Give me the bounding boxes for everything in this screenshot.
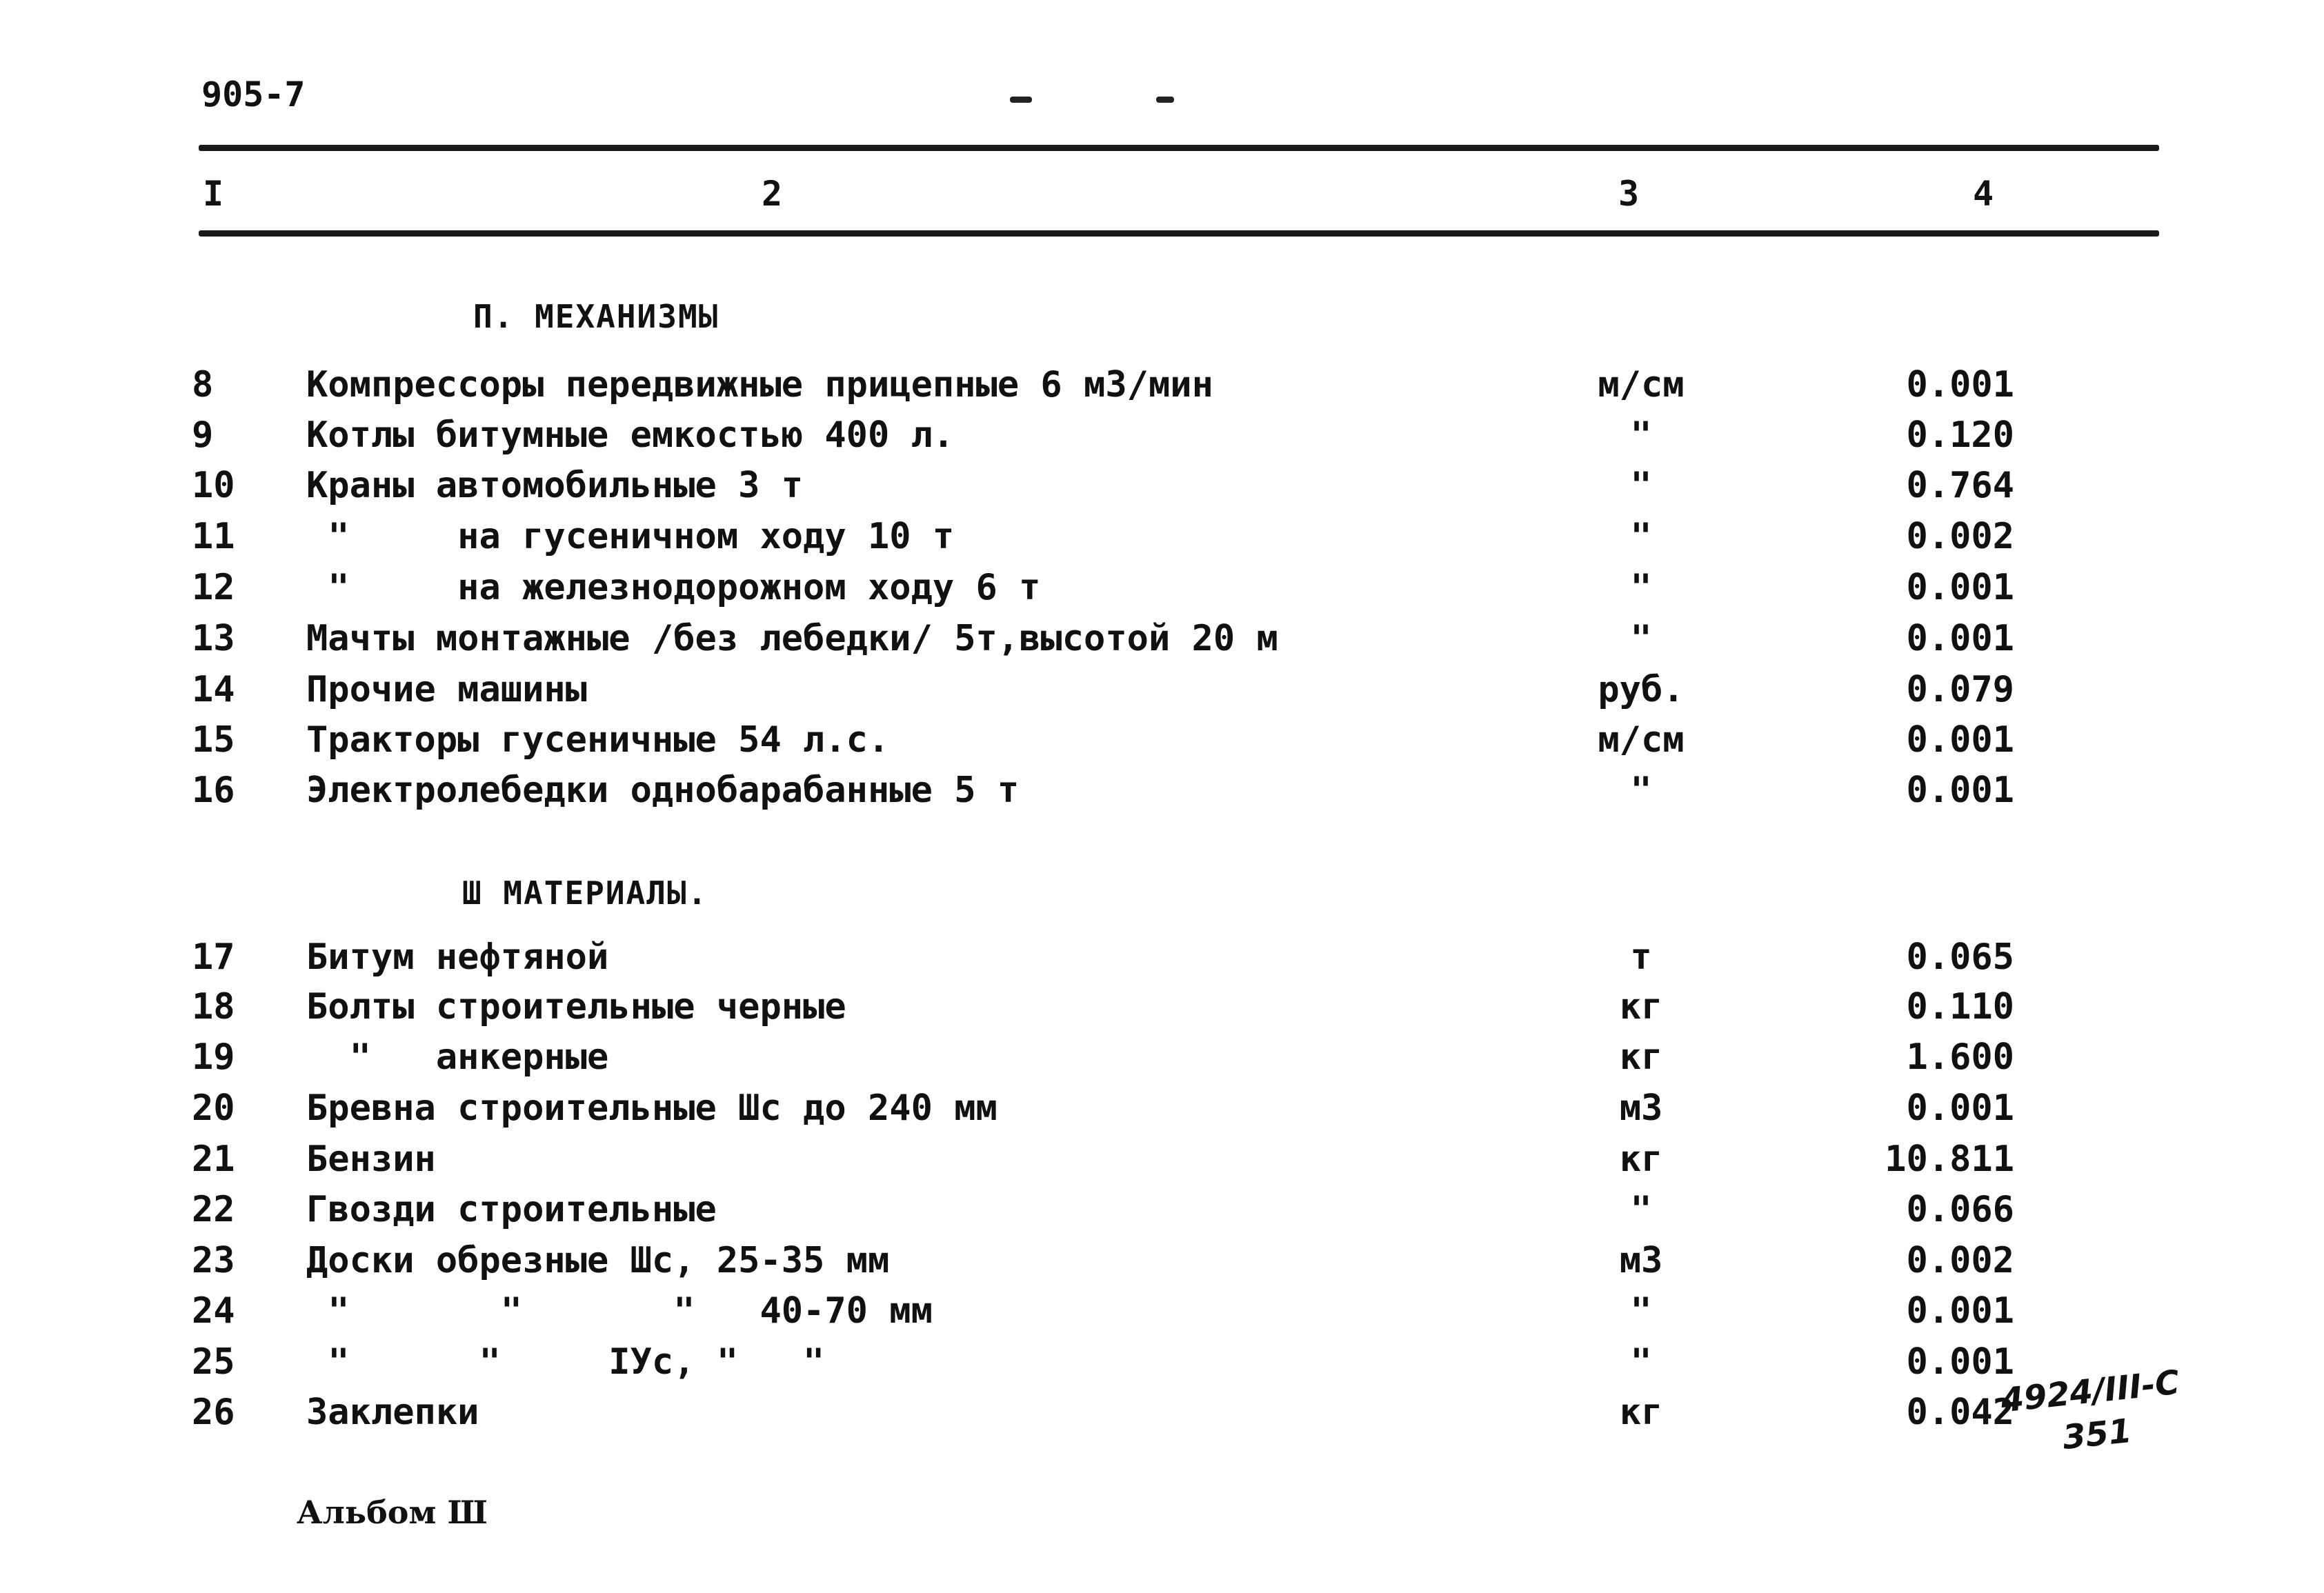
row-unit: " [1630, 414, 1652, 456]
row-unit: " [1630, 618, 1652, 659]
row-value: 0.001 [1906, 770, 2014, 811]
table-row [0, 986, 2324, 1036]
row-value: 0.065 [1906, 936, 2014, 978]
row-number: 17 [192, 936, 235, 978]
row-number: 21 [192, 1139, 235, 1180]
document-code: 905-7 [201, 74, 306, 114]
album-footer: Альбом Ш [297, 1494, 488, 1531]
row-name: Заклепки [306, 1392, 479, 1433]
table-row [0, 770, 2324, 819]
table-row [0, 567, 2324, 617]
row-number: 22 [192, 1189, 235, 1230]
row-value: 0.066 [1906, 1189, 2014, 1230]
row-number: 16 [192, 770, 235, 811]
table-row [0, 1036, 2324, 1086]
row-unit: " [1630, 465, 1652, 506]
row-number: 15 [192, 719, 235, 761]
row-name: " " " 40-70 мм [306, 1290, 933, 1332]
row-name: Тракторы гусеничные 54 л.с. [306, 719, 890, 761]
page-dash-right [1156, 97, 1174, 103]
table-row [0, 1290, 2324, 1340]
row-name: Доски обрезные Шс, 25-35 мм [306, 1240, 890, 1281]
row-unit: " [1630, 567, 1652, 608]
page-dash-left [1010, 97, 1032, 103]
row-name: " анкерные [306, 1036, 609, 1078]
table-row [0, 1139, 2324, 1188]
row-number: 19 [192, 1036, 235, 1078]
row-number: 20 [192, 1088, 235, 1129]
row-unit: " [1630, 770, 1652, 811]
row-unit: " [1630, 1189, 1652, 1230]
handwritten-note-line1: 4924/III-C [1998, 1363, 2182, 1421]
row-name: Битум нефтяной [306, 936, 609, 978]
row-number: 26 [192, 1392, 235, 1433]
column-header-4: 4 [1973, 174, 1994, 214]
row-number: 12 [192, 567, 235, 608]
table-row [0, 364, 2324, 414]
table-row [0, 1088, 2324, 1137]
row-value: 0.110 [1906, 986, 2014, 1028]
table-row [0, 1240, 2324, 1290]
row-name: Болты строительные черные [306, 986, 846, 1028]
row-number: 9 [192, 414, 214, 456]
table-row [0, 618, 2324, 668]
row-unit: " [1630, 1341, 1652, 1383]
section-title-mechanisms: П. МЕХАНИЗМЫ [473, 298, 719, 335]
row-unit: м3 [1619, 1240, 1663, 1281]
table-top-rule [199, 145, 2159, 151]
row-name: Бревна строительные Шс до 240 мм [306, 1088, 997, 1129]
row-number: 14 [192, 669, 235, 710]
row-value: 0.001 [1906, 719, 2014, 761]
row-name: Прочие машины [306, 669, 587, 710]
row-value: 0.764 [1906, 465, 2014, 506]
row-number: 8 [192, 364, 214, 405]
row-number: 18 [192, 986, 235, 1028]
row-unit: м/см [1598, 364, 1685, 405]
row-unit: м/см [1598, 719, 1685, 761]
row-value: 0.001 [1906, 1290, 2014, 1332]
row-name: " на железнодорожном ходу 6 т [306, 567, 1041, 608]
column-header-2: 2 [762, 174, 783, 214]
section-title-materials: Ш МАТЕРИАЛЫ. [462, 874, 708, 912]
row-value: 0.002 [1906, 516, 2014, 557]
row-value: 0.001 [1906, 618, 2014, 659]
row-name: Бензин [306, 1139, 436, 1180]
table-row [0, 936, 2324, 986]
row-value: 1.600 [1906, 1036, 2014, 1078]
row-number: 23 [192, 1240, 235, 1281]
row-value: 10.811 [1885, 1139, 2014, 1180]
row-name: Краны автомобильные 3 т [306, 465, 804, 506]
row-name: Мачты монтажные /без лебедки/ 5т,высотой 20 м [306, 618, 1278, 659]
handwritten-note-line2: 351 [2060, 1411, 2134, 1458]
table-row [0, 1392, 2324, 1441]
table-header-rule [199, 230, 2159, 237]
row-number: 13 [192, 618, 235, 659]
row-value: 0.001 [1906, 567, 2014, 608]
row-unit: м3 [1619, 1088, 1663, 1129]
row-name: Котлы битумные емкостью 400 л. [306, 414, 955, 456]
row-number: 10 [192, 465, 235, 506]
row-name: " на гусеничном ходу 10 т [306, 516, 955, 557]
table-row [0, 516, 2324, 565]
row-value: 0.079 [1906, 669, 2014, 710]
row-name: Гвозди строительные [306, 1189, 717, 1230]
row-unit: " [1630, 1290, 1652, 1332]
row-unit: " [1630, 516, 1652, 557]
table-row [0, 1189, 2324, 1239]
column-header-3: 3 [1618, 174, 1640, 214]
row-unit: кг [1619, 1036, 1663, 1078]
row-value: 0.001 [1906, 364, 2014, 405]
row-unit: кг [1619, 1392, 1663, 1433]
row-name: Электролебедки однобарабанные 5 т [306, 770, 1020, 811]
row-number: 25 [192, 1341, 235, 1383]
column-header-1: I [203, 174, 224, 214]
table-row [0, 1341, 2324, 1391]
row-unit: т [1630, 936, 1652, 978]
row-unit: кг [1619, 986, 1663, 1028]
table-row [0, 414, 2324, 464]
row-unit: кг [1619, 1139, 1663, 1180]
row-unit: руб. [1598, 669, 1685, 710]
table-row [0, 669, 2324, 719]
row-number: 11 [192, 516, 235, 557]
row-name: " " IУс, " " [306, 1341, 825, 1383]
row-value: 0.042 [1906, 1392, 2014, 1433]
row-value: 0.120 [1906, 414, 2014, 456]
table-row [0, 465, 2324, 514]
row-value: 0.002 [1906, 1240, 2014, 1281]
row-name: Компрессоры передвижные прицепные 6 м3/мин [306, 364, 1213, 405]
row-number: 24 [192, 1290, 235, 1332]
table-row [0, 719, 2324, 769]
row-value: 0.001 [1906, 1341, 2014, 1383]
row-value: 0.001 [1906, 1088, 2014, 1129]
